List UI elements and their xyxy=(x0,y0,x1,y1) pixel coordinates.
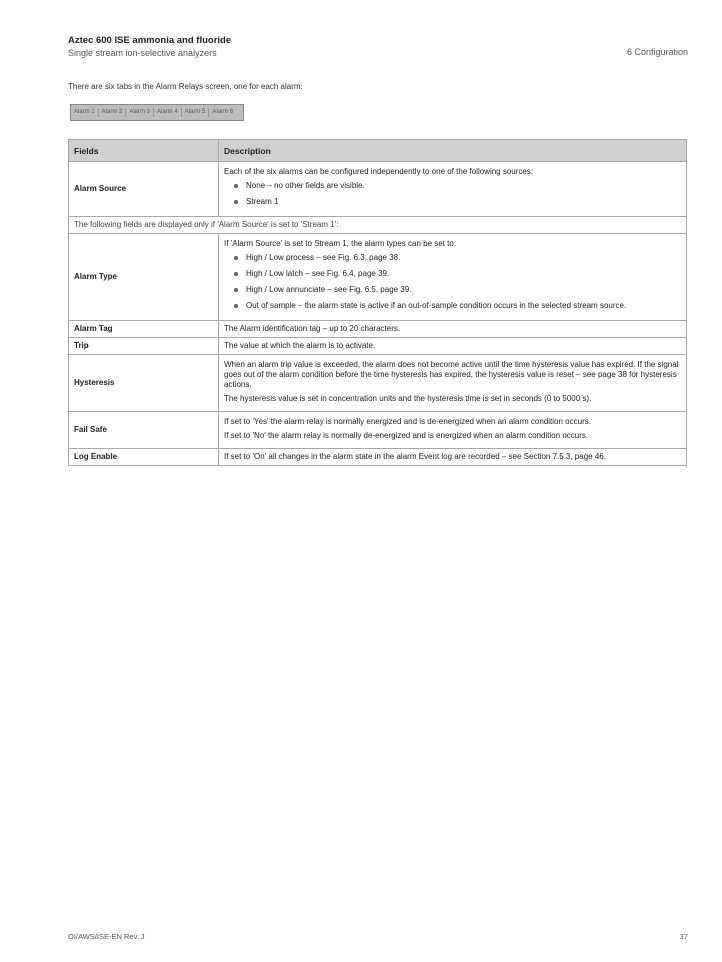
description-text: The hysteresis value is set in concentration units and the hysteresis time is set in seconds (0 to 5000 s). xyxy=(224,394,592,403)
option-list xyxy=(224,181,681,207)
field-name: Fail Safe xyxy=(69,412,219,449)
document-id: OI/AWS/ISE-EN Rev. J xyxy=(68,932,145,941)
field-description xyxy=(219,234,687,321)
stream-note: The following fields are displayed only if 'Alarm Source' is set to 'Stream 1': xyxy=(69,217,687,234)
page-number: 37 xyxy=(679,932,688,941)
field-name: Hysteresis xyxy=(69,355,219,412)
field-description: The value at which the alarm is to activate. xyxy=(219,338,687,355)
table-row xyxy=(69,449,687,466)
fields-table xyxy=(68,139,687,466)
page-header xyxy=(68,35,231,59)
section-title: 6 Configuration xyxy=(626,47,688,57)
table-row xyxy=(69,338,687,355)
tab-alarm-6: Alarm 6 xyxy=(212,109,234,115)
field-description xyxy=(219,412,687,449)
table-row xyxy=(69,162,687,217)
field-name: Alarm Type xyxy=(69,234,219,321)
tab-alarm-3: Alarm 3 xyxy=(126,108,154,117)
description-text: Each of the six alarms can be configured independently to one of the following sources: xyxy=(224,167,534,176)
field-description: If set to 'On' all changes in the alarm state in the alarm Event log are recorded – see Section 7.5.3, page 46. xyxy=(219,449,687,466)
description-text: When an alarm trip value is exceeded, the alarm does not become active until the time hysteresis value has expired. If the signal goes out of the alarm condition before the time hysteresis has expired, the hysteresis value is reset – see page 38 for hysteresis actions. xyxy=(224,360,679,389)
tab-alarm-2: Alarm 2 xyxy=(99,108,127,117)
table-row xyxy=(69,412,687,449)
table-row xyxy=(69,355,687,412)
field-name: Log Enable xyxy=(69,449,219,466)
list-item: High / Low latch – see Fig. 6.4, page 39. xyxy=(234,269,681,279)
document-subtitle: Single stream ion-selective analyzers xyxy=(68,48,217,58)
tab-alarm-4: Alarm 4 xyxy=(154,108,182,117)
field-name: Alarm Source xyxy=(69,162,219,217)
field-description xyxy=(219,162,687,217)
description-text: If set to 'No' the alarm relay is normally de-energized and is energized when an alarm condition occurs. xyxy=(224,431,589,440)
intro-text: There are six tabs in the Alarm Relays screen, one for each alarm: xyxy=(68,82,303,91)
field-name: Trip xyxy=(69,338,219,355)
table-row xyxy=(69,217,687,234)
description-text: If 'Alarm Source' is set to Stream 1, the alarm types can be set to: xyxy=(224,239,457,248)
list-item: Out of sample – the alarm state is active if an out-of-sample condition occurs in the selected stream source. xyxy=(234,301,681,311)
table-header-row xyxy=(69,140,687,162)
list-item: High / Low process – see Fig. 6.3, page 38. xyxy=(234,253,681,263)
option-list xyxy=(224,253,681,311)
header-description: Description xyxy=(219,140,687,162)
table-row xyxy=(69,234,687,321)
alarm-tabs-screenshot xyxy=(70,104,244,121)
list-item: High / Low annunciate – see Fig. 6.5, page 39. xyxy=(234,285,681,295)
table-row xyxy=(69,321,687,338)
description-text: If set to 'Yes' the alarm relay is normally energized and is de-energized when an alarm condition occurs. xyxy=(224,417,591,426)
field-description: The Alarm identification tag – up to 20 characters. xyxy=(219,321,687,338)
tab-alarm-5: Alarm 5 xyxy=(182,108,210,117)
list-item: Stream 1 xyxy=(234,197,681,207)
field-name: Alarm Tag xyxy=(69,321,219,338)
document-title: Aztec 600 ISE ammonia and fluoride xyxy=(68,35,232,46)
header-fields: Fields xyxy=(69,140,219,162)
list-item: None – no other fields are visible. xyxy=(234,181,681,191)
field-description xyxy=(219,355,687,412)
tab-alarm-1: Alarm 1 xyxy=(71,108,99,117)
